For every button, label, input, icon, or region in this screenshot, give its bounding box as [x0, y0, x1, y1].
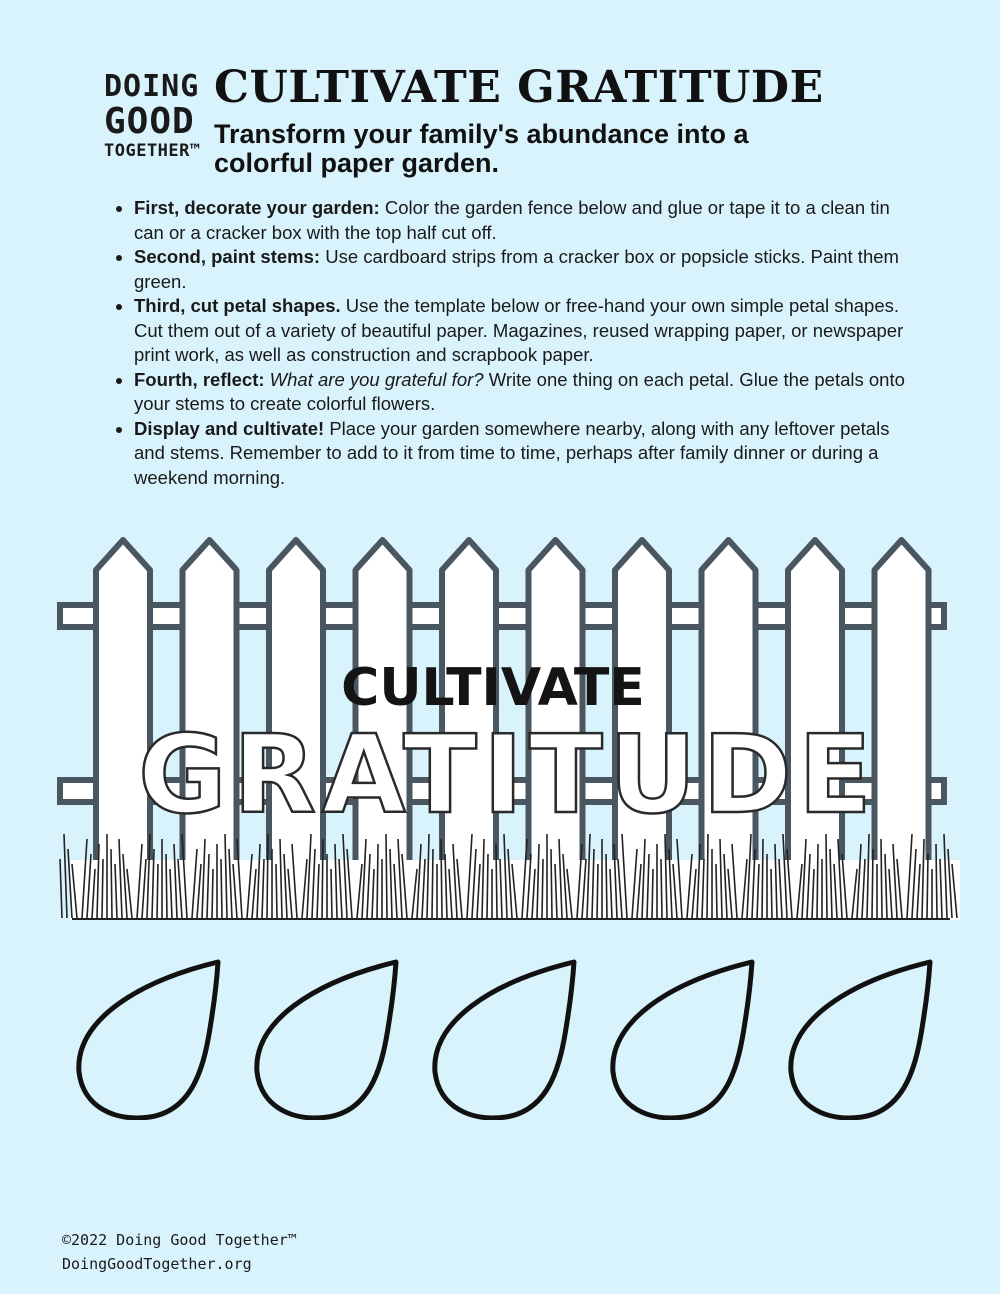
- petal-outline: [435, 962, 574, 1118]
- fence-word-gratitude: GRATITUDE: [138, 713, 878, 838]
- step-text: Color the garden fence below and glue or tape it to a clean tin can or a cracker box with the top half cut off.: [134, 197, 890, 243]
- step-lead: Third, cut petal shapes.: [134, 295, 341, 316]
- step-lead: Fourth, reflect:: [134, 368, 265, 390]
- logo-line-good: GOOD: [104, 101, 195, 142]
- step-text: Place your garden somewhere nearby, along with any leftover petals and stems. Remember to add to it from time to time, perhaps after family dinner or during a weekend morning.: [134, 417, 890, 488]
- instruction-step: [134, 368, 924, 417]
- step-question: What are you grateful for?: [264, 368, 484, 390]
- instructions-list: [108, 196, 924, 490]
- instruction-step: [134, 294, 924, 368]
- page-subtitle: Transform your family's abundance into a colorful paper garden.: [214, 119, 749, 178]
- garden-fence-illustration: [0, 530, 1000, 930]
- step-text: Use cardboard strips from a cracker box or popsicle sticks. Paint them green.: [134, 246, 899, 292]
- step-lead: Second, paint stems:: [134, 246, 321, 267]
- footer-copyright: ©2022 Doing Good Together™: [62, 1231, 297, 1249]
- instruction-step: [134, 196, 924, 245]
- step-text: Use the template below or free-hand your own simple petal shapes. Cut them out of a variety of beautiful paper. Magazines, reused wrapping paper, or newspaper print work, as well as construction and scrapbook paper.: [134, 295, 904, 365]
- petal-template: [0, 950, 1000, 1120]
- instruction-step: [134, 417, 924, 491]
- logo-line-doing: DOING: [104, 69, 200, 104]
- page-title: CULTIVATE GRATITUDE: [214, 62, 824, 113]
- footer: [62, 1228, 297, 1276]
- fence-word-cultivate: CULTIVATE: [341, 658, 645, 718]
- petal-outline: [791, 962, 930, 1118]
- logo-line-together: TOGETHER™: [104, 141, 201, 161]
- instruction-step: [134, 245, 924, 294]
- step-lead: Display and cultivate!: [134, 417, 325, 439]
- petal-outline: [613, 962, 752, 1118]
- petal-outline: [79, 962, 218, 1118]
- footer-website: DoingGoodTogether.org: [62, 1255, 252, 1273]
- step-text: Write one thing on each petal. Glue the petals onto your stems to create colorful flowers.: [134, 368, 905, 414]
- doing-good-together-logo: [104, 69, 204, 161]
- step-lead: First, decorate your garden:: [134, 197, 380, 218]
- petal-outline: [257, 962, 396, 1118]
- fence-picket: [875, 540, 929, 900]
